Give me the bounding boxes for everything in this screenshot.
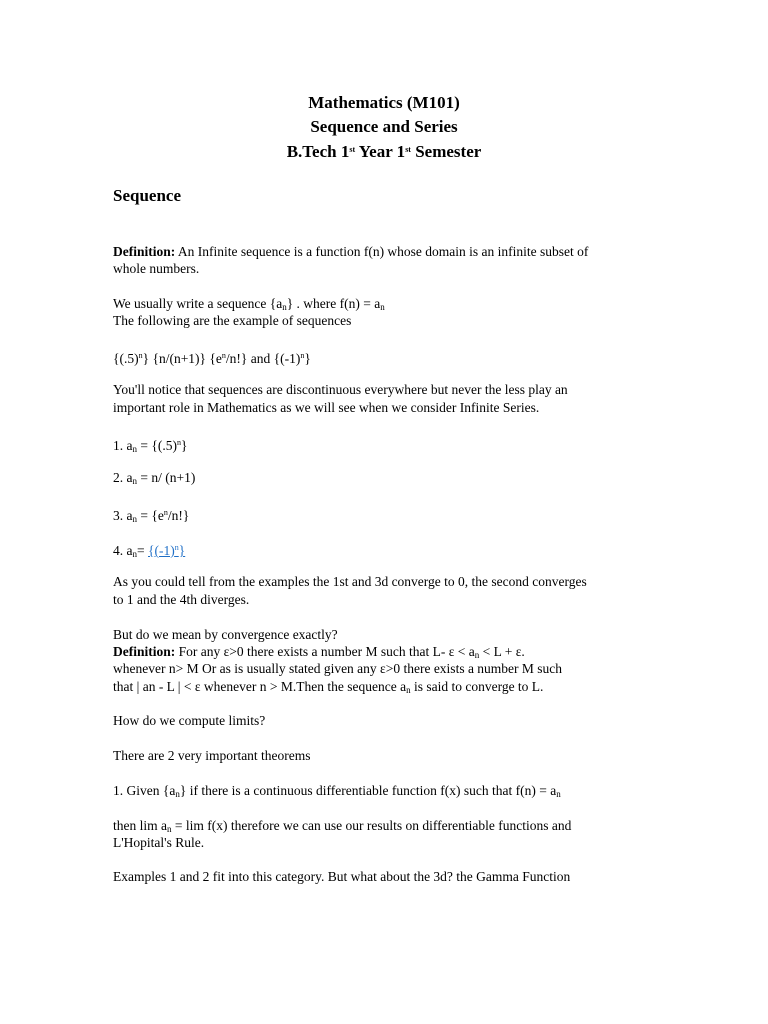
compute-line: How do we compute limits? [113, 713, 266, 728]
definition-line-2: whole numbers. [113, 261, 200, 276]
list-item-2: 2. $a_n = n/$ (n+1) [113, 470, 196, 486]
examples-line: $\{(.5)^n\}$ {n/(n+1)} $\{e^n/n!\}$ and $\{(-1)^n\}$ [113, 351, 311, 366]
notice-line-2: important role in Mathematics as we will see when we consider Infinite Series. [113, 400, 540, 415]
definition-line-1: Definition: An Infinite sequence is a function f(n) whose domain is an infinite subset of [113, 244, 589, 259]
definition2-line-1: Definition: For any ε>0 there exists a number M such that L- $\varepsilon < a_n < L + \varepsilon$. [113, 644, 525, 660]
notation-line: We usually write a sequence $\{a_n\}$ . where $f(n) = a_n$ [113, 296, 385, 312]
examples-intro-line: The following are the example of sequences [113, 313, 352, 328]
examples-fit-line: Examples 1 and 2 fit into this category. But what about the 3d? the Gamma Function [113, 869, 571, 884]
document-title: Mathematics (M101) [308, 93, 460, 112]
definition2-line-2: whenever n> M Or as is usually stated given any ε>0 there exists a number M such [113, 661, 563, 676]
list-item-1: 1. $a_n = \{(.5)^n\}$ [113, 438, 188, 454]
theorems-line: There are 2 very important theorems [113, 748, 311, 763]
document-course-line: B.Tech 1st Year 1st Semester [286, 142, 482, 161]
section-heading: Sequence [113, 186, 181, 205]
definition2-line-3: that | an - L | < ε whenever n > M.Then the sequence $a_n$ is said to converge to L. [113, 679, 544, 695]
notice-line-1: You'll notice that sequences are discontinuous everywhere but never the less play an [113, 382, 568, 397]
converge-line-2: to 1 and the 4th diverges. [113, 592, 250, 607]
question-line: But do we mean by convergence exactly? [113, 627, 338, 642]
theorem-1-line: 1. Given $\{a_n\}$ if there is a continuous differentiable function f(x) such that $f(n) = a_n$ [113, 783, 561, 799]
converge-line-1: As you could tell from the examples the 1st and 3d converge to 0, the second converges [113, 574, 587, 589]
document-subtitle: Sequence and Series [310, 117, 458, 136]
then-line-2: L'Hopital's Rule. [113, 835, 205, 850]
then-line-1: then $\lim a_n = \lim f(x)$ therefore we can use our results on differentiable functions and [113, 818, 572, 834]
sequence-link[interactable]: $\{(-1)^n\}$ [148, 543, 186, 558]
list-item-3: 3. $a_n = \{e^n/n!\}$ [113, 508, 190, 524]
list-item-4: 4. $a_n= \{(-1)^n\}$ [113, 543, 186, 559]
